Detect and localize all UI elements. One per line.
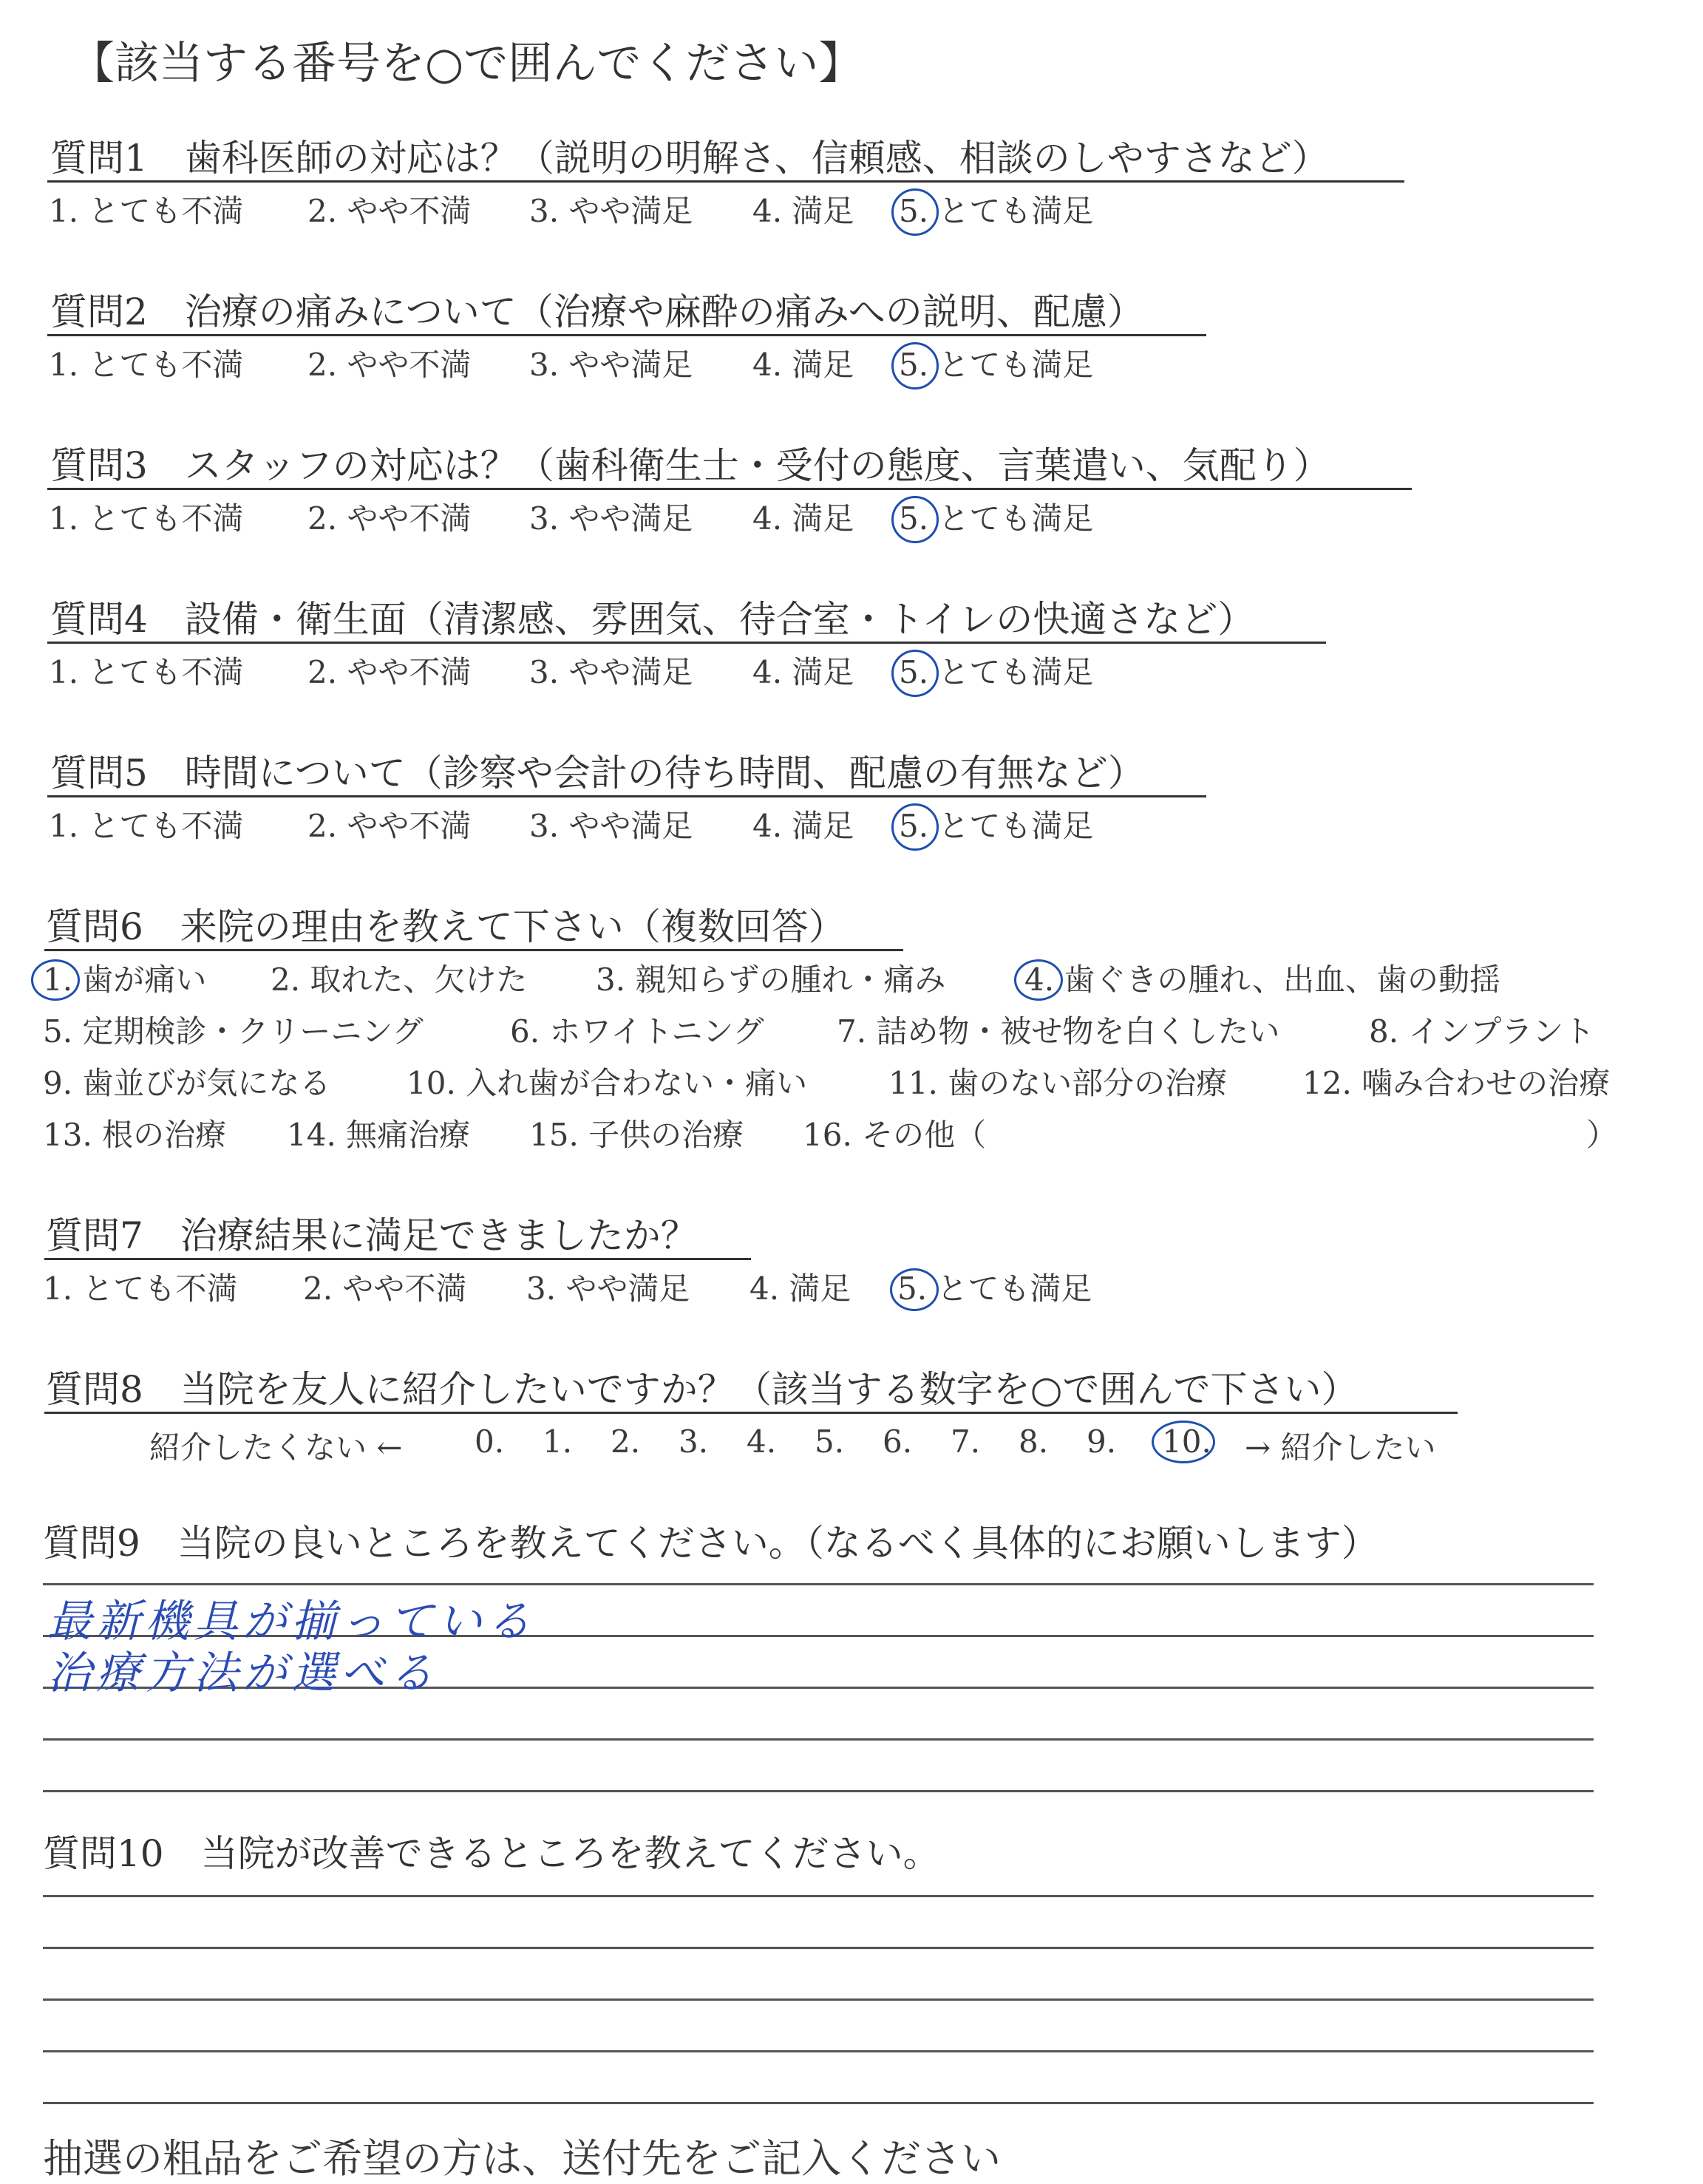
- q8-underline: [44, 1412, 1458, 1414]
- q5-answer-circle: [891, 803, 939, 851]
- q2-underline: [47, 334, 1206, 336]
- q5-option-4[interactable]: 4. 満足: [752, 808, 854, 844]
- q7-option-1[interactable]: 1. とても不満: [43, 1270, 238, 1307]
- q7-underline: [44, 1258, 751, 1260]
- q8-option-4[interactable]: 4.: [747, 1423, 777, 1460]
- q6-answer-circle-4: [1014, 959, 1063, 1001]
- q1-option-5[interactable]: 5. とても満足: [899, 193, 1094, 229]
- q6-option-1[interactable]: 1. 歯が痛い: [43, 962, 207, 998]
- q4-answer-circle: [891, 650, 939, 697]
- q1-option-1[interactable]: 1. とても不満: [49, 193, 244, 229]
- q5-option-5[interactable]: 5. とても満足: [899, 808, 1094, 844]
- q9-answer-line-2[interactable]: 治療方法が選べる: [47, 1647, 438, 1699]
- q5-option-2[interactable]: 2. やや不満: [307, 808, 472, 844]
- q6-option-15[interactable]: 15. 子供の治療: [529, 1117, 744, 1153]
- q2-option-3[interactable]: 3. やや満足: [529, 347, 693, 383]
- q8-left-label: 紹介したくない ←: [149, 1429, 403, 1466]
- q8-option-9[interactable]: 9.: [1087, 1423, 1117, 1460]
- q4-option-4[interactable]: 4. 満足: [752, 654, 854, 690]
- q8-option-10[interactable]: 10.: [1162, 1423, 1211, 1460]
- q2-option-4[interactable]: 4. 満足: [752, 347, 854, 383]
- q1-option-3[interactable]: 3. やや満足: [529, 193, 693, 229]
- q3-option-1[interactable]: 1. とても不満: [49, 500, 244, 537]
- footer-cut-text: 抽選の粗品をご希望の方は、送付先をご記入ください: [43, 2135, 1001, 2182]
- q9-line-1: [43, 1583, 1594, 1585]
- q7-option-4[interactable]: 4. 満足: [749, 1270, 852, 1307]
- q6-option-14[interactable]: 14. 無痛治療: [287, 1117, 471, 1153]
- q5-underline: [47, 795, 1206, 797]
- q5-option-3[interactable]: 3. やや満足: [529, 808, 693, 844]
- q3-title: 質問3 スタッフの対応は？（歯科衛生士・受付の態度、言葉遣い、気配り）: [50, 444, 1330, 487]
- q2-option-2[interactable]: 2. やや不満: [307, 347, 472, 383]
- q6-option-16-close: ）: [1586, 1117, 1618, 1153]
- q1-option-4[interactable]: 4. 満足: [752, 193, 854, 229]
- q6-underline: [44, 949, 903, 951]
- q6-option-2[interactable]: 2. 取れた、欠けた: [271, 962, 528, 998]
- q4-title: 質問4 設備・衛生面（清潔感、雰囲気、待合室・トイレの快適さなど）: [50, 598, 1255, 641]
- q1-underline: [47, 180, 1404, 183]
- q2-option-5[interactable]: 5. とても満足: [899, 347, 1094, 383]
- q3-option-2[interactable]: 2. やや不満: [307, 500, 472, 537]
- page-title: 【該当する番号を○で囲んでください】: [70, 38, 863, 89]
- q9-line-5: [43, 1790, 1594, 1792]
- q3-option-4[interactable]: 4. 満足: [752, 500, 854, 537]
- q6-option-11[interactable]: 11. 歯のない部分の治療: [888, 1065, 1228, 1101]
- q6-option-4[interactable]: 4. 歯ぐきの腫れ、出血、歯の動揺: [1024, 962, 1500, 998]
- q7-title: 質問7 治療結果に満足できましたか？: [46, 1214, 698, 1257]
- q8-option-2[interactable]: 2.: [611, 1423, 641, 1460]
- q8-title: 質問8 当院を友人に紹介したいですか？（該当する数字を○で囲んで下さい）: [46, 1368, 1359, 1411]
- q3-underline: [47, 488, 1412, 490]
- q10-title: 質問10 当院が改善できるところを教えてください。: [43, 1832, 940, 1875]
- q9-answer-line-1[interactable]: 最新機具が揃っている: [47, 1596, 535, 1647]
- q4-option-3[interactable]: 3. やや満足: [529, 654, 693, 690]
- q10-line-1: [43, 1895, 1594, 1897]
- q3-option-3[interactable]: 3. やや満足: [529, 500, 693, 537]
- q7-answer-circle: [890, 1268, 939, 1311]
- q6-option-7[interactable]: 7. 詰め物・被せ物を白くしたい: [837, 1013, 1280, 1050]
- q2-option-1[interactable]: 1. とても不満: [49, 347, 244, 383]
- q9-title: 質問9 当院の良いところを教えてください。（なるべく具体的にお願いします）: [43, 1522, 1379, 1565]
- q6-option-10[interactable]: 10. 入れ歯が合わない・痛い: [407, 1065, 808, 1101]
- q8-option-1[interactable]: 1.: [543, 1423, 573, 1460]
- q6-option-9[interactable]: 9. 歯並びが気になる: [43, 1065, 331, 1101]
- q1-title: 質問1 歯科医師の対応は？（説明の明解さ、信頼感、相談のしやすさなど）: [50, 137, 1329, 180]
- q7-option-5[interactable]: 5. とても満足: [897, 1270, 1092, 1307]
- q6-option-3[interactable]: 3. 親知らずの腫れ・痛み: [596, 962, 946, 998]
- q4-option-2[interactable]: 2. やや不満: [307, 654, 472, 690]
- q6-title: 質問6 来院の理由を教えて下さい（複数回答）: [46, 905, 846, 948]
- q3-option-5[interactable]: 5. とても満足: [899, 500, 1094, 537]
- q5-option-1[interactable]: 1. とても不満: [49, 808, 244, 844]
- q10-line-4: [43, 2050, 1594, 2052]
- q8-option-7[interactable]: 7.: [951, 1423, 981, 1460]
- q1-option-2[interactable]: 2. やや不満: [307, 193, 472, 229]
- q7-option-2[interactable]: 2. やや不満: [303, 1270, 467, 1307]
- q7-option-3[interactable]: 3. やや満足: [526, 1270, 690, 1307]
- q10-line-3: [43, 1998, 1594, 2001]
- q3-answer-circle: [891, 496, 939, 543]
- q5-title: 質問5 時間について（診察や会計の待ち時間、配慮の有無など）: [50, 752, 1145, 795]
- q4-underline: [47, 642, 1326, 644]
- q6-option-12[interactable]: 12. 噛み合わせの治療: [1302, 1065, 1611, 1101]
- q6-option-8[interactable]: 8. インプラント: [1369, 1013, 1595, 1050]
- q2-title: 質問2 治療の痛みについて（治療や麻酔の痛みへの説明、配慮）: [50, 290, 1144, 333]
- q8-right-label: → 紹介したい: [1245, 1429, 1436, 1466]
- q8-option-8[interactable]: 8.: [1019, 1423, 1049, 1460]
- q6-option-13[interactable]: 13. 根の治療: [43, 1117, 227, 1153]
- q6-option-16[interactable]: 16. その他（: [803, 1117, 987, 1153]
- q10-line-5: [43, 2102, 1594, 2104]
- q4-option-5[interactable]: 5. とても満足: [899, 654, 1094, 690]
- q6-option-6[interactable]: 6. ホワイトニング: [510, 1013, 764, 1050]
- q8-option-5[interactable]: 5.: [815, 1423, 845, 1460]
- q1-answer-circle: [891, 188, 939, 236]
- q2-answer-circle: [891, 342, 939, 389]
- q6-option-5[interactable]: 5. 定期検診・クリーニング: [43, 1013, 424, 1050]
- q6-answer-circle-1: [31, 959, 80, 1001]
- q10-line-2: [43, 1947, 1594, 1949]
- q8-answer-circle: [1152, 1421, 1215, 1463]
- q8-option-0[interactable]: 0.: [475, 1423, 505, 1460]
- q8-option-6[interactable]: 6.: [883, 1423, 913, 1460]
- q8-option-3[interactable]: 3.: [679, 1423, 709, 1460]
- q9-line-4: [43, 1738, 1594, 1741]
- q4-option-1[interactable]: 1. とても不満: [49, 654, 244, 690]
